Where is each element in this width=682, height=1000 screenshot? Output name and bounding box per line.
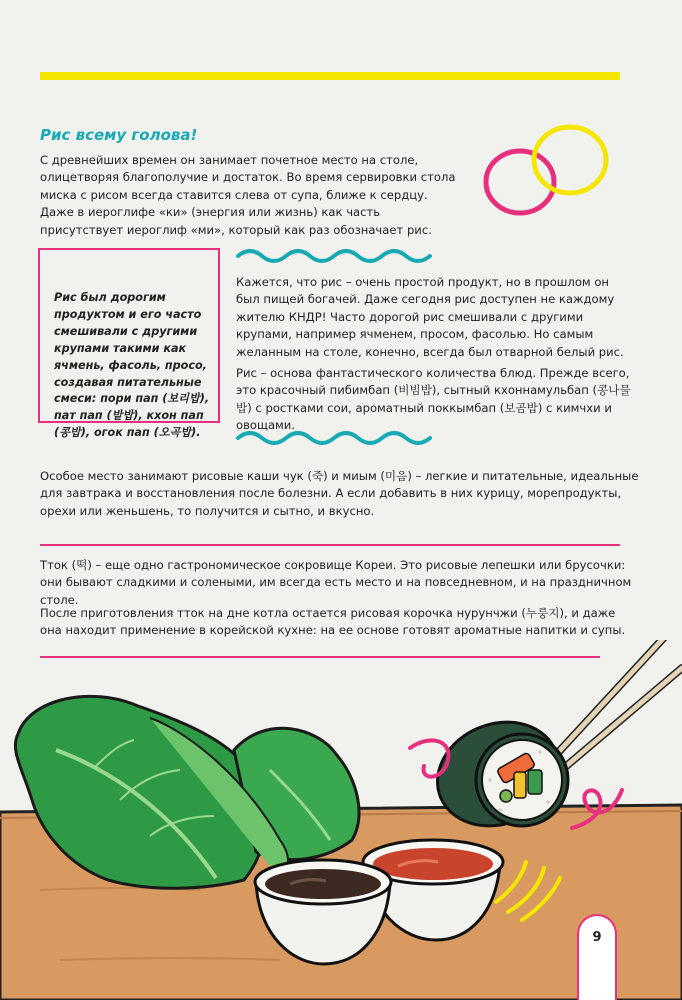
page-number-tab [577,914,617,1000]
right-paragraph-1: Кажется, что рис – очень простой продукт, но в прошлом он был пищей богачей. Даже сегодня рис доступен не каждому жителю КНДР! Часто дорогой рис смешивали с другими крупами, например ячменем, просом, фасолью. Но самым желанным на столе, конечно, всегда был отварной белый рис. [236,275,624,359]
pink-divider-top [40,544,620,546]
teal-wave-bottom [236,428,436,448]
teal-wave-top [236,244,436,264]
callout-text: Рис был дорогим продуктом и его часто смешивали с другими крупами такими как ячмень, фасоль, просо, создавая питательные смеси: пори пап (보리밥), пат пап (밭밥), кхон пап (콩밥), огок пап (오곡밥). [54,291,210,440]
intro-paragraph: С древнейших времен он занимает почетное место на столе, олицетворяя благополучие и достаток. Во время сервировки стола миска с рисом всегда ставится слева от супа, ближе к сердцу. Даже в иероглифе «ки» (энергия или жизнь) как часть присутствует иероглиф «ми», который как раз обозначает рис. [40,153,456,237]
top-yellow-bar [40,72,620,80]
decorative-rings-icon [478,112,628,227]
section-title: Рис всему голова! [40,126,198,144]
right-paragraph-2: Рис – основа фантастического количества блюд. Прежде всего, это красочный пибимбап (비빔밥), сытный кхоннамульбап (콩나물밥) с ростками сои, ароматный поккымбап (보곰밥) с кимчхи и овощами. [236,366,631,433]
callout-box [38,248,220,440]
tteok-paragraph: Тток (떡) – еще одно гастрономическое сокровище Кореи. Это рисовые лепешки или брусочки: они бывают сладкими и солеными, им всегда есть место и на повседневном, и на праздничном столе. [40,558,632,607]
nurungji-paragraph: После приготовления тток на дне котла остается рисовая корочка нурунчжи (누룽지), и даже она находит применение в корейской кухне: на ее основе готовят ароматные напитки и супы. [40,606,626,638]
page-number: 9 [592,930,602,945]
porridge-paragraph: Особое место занимают рисовые каши чук (죽) и миым (미음) – легкие и питательные, идеальные для завтрака и восстановления после болезни. А если добавить в них курицу, морепродукты, орехи или женьшень, то получится и сытно, и вкусно. [40,469,639,518]
